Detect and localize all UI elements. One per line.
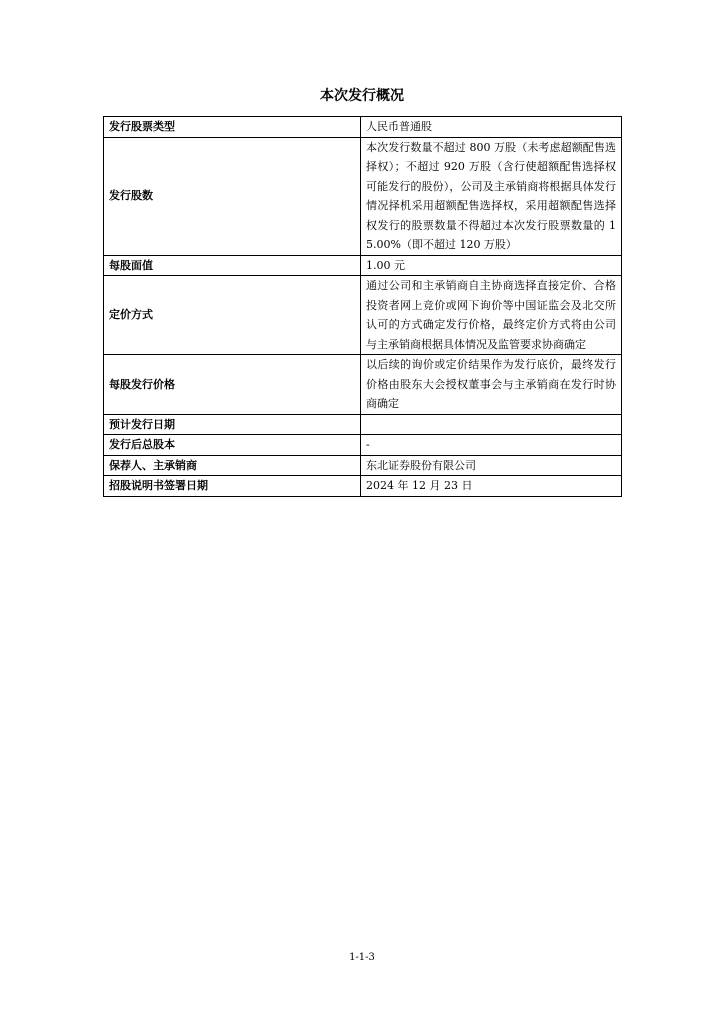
row-label: 每股发行价格	[104, 355, 361, 415]
row-value: 2024 年 12 月 23 日	[361, 476, 622, 497]
table-row	[104, 355, 622, 415]
row-value: 人民币普通股	[361, 117, 622, 138]
row-value: 东北证券股份有限公司	[361, 455, 622, 476]
row-label: 招股说明书签署日期	[104, 476, 361, 497]
row-value	[361, 414, 622, 435]
issuance-summary-table	[103, 116, 622, 497]
row-label: 发行股数	[104, 137, 361, 255]
table-row	[104, 137, 622, 255]
row-label: 预计发行日期	[104, 414, 361, 435]
table-row	[104, 414, 622, 435]
table-row	[104, 276, 622, 355]
table-row	[104, 455, 622, 476]
row-label: 发行股票类型	[104, 117, 361, 138]
table-row	[104, 476, 622, 497]
row-label: 保荐人、主承销商	[104, 455, 361, 476]
page-title: 本次发行概况	[320, 88, 404, 104]
row-label: 发行后总股本	[104, 435, 361, 456]
table-row	[104, 435, 622, 456]
row-value: 本次发行数量不超过 800 万股（未考虑超额配售选择权）；不超过 920 万股（含行使超额配售选择权可能发行的股份），公司及主承销商将根据具体发行情况择机采用超额配售选择权，采用超额配售选择权发行的股票数量不得超过本次发行股票数量的 15.00%（即不超过 120 万股）	[361, 137, 622, 255]
table-row	[104, 117, 622, 138]
row-value: 通过公司和主承销商自主协商选择直接定价、合格投资者网上竞价或网下询价等中国证监会及北交所认可的方式确定发行价格，最终定价方式将由公司与主承销商根据具体情况及监管要求协商确定	[361, 276, 622, 355]
page-number: 1-1-3	[349, 952, 375, 963]
table-row	[104, 255, 622, 276]
row-value: 1.00 元	[361, 255, 622, 276]
row-value: 以后续的询价或定价结果作为发行底价，最终发行价格由股东大会授权董事会与主承销商在发行时协商确定	[361, 355, 622, 415]
row-label: 每股面值	[104, 255, 361, 276]
row-value: -	[361, 435, 622, 456]
row-label: 定价方式	[104, 276, 361, 355]
